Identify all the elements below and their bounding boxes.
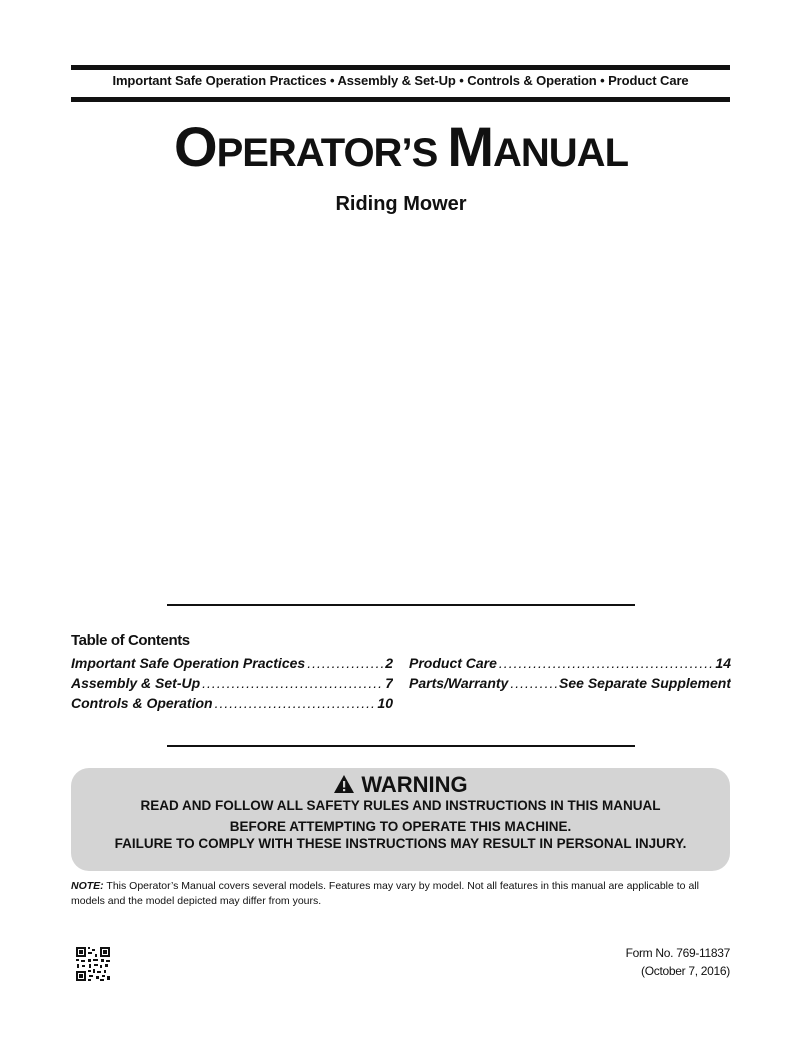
toc-heading: Table of Contents	[71, 632, 190, 649]
section-summary-line: Important Safe Operation Practices • Assembly & Set-Up • Controls & Operation • Product Care	[112, 73, 689, 88]
toc-entry-label: Parts/Warranty	[409, 675, 509, 691]
qr-code-icon	[75, 946, 111, 982]
toc-leader	[202, 675, 383, 691]
warning-title: WARNING	[71, 772, 730, 798]
form-info	[560, 944, 730, 980]
divider-lower	[167, 745, 635, 747]
toc-leader	[499, 655, 714, 671]
form-date: (October 7, 2016)	[641, 964, 730, 978]
toc-leader	[510, 675, 557, 691]
toc-leader	[215, 695, 376, 711]
toc-leader	[307, 655, 383, 671]
toc-entry-page: See Separate Supplement	[559, 675, 731, 691]
warning-box	[71, 768, 730, 871]
toc-column-right	[409, 655, 731, 695]
form-number: Form No. 769-11837	[625, 946, 730, 960]
toc-entry-label: Assembly & Set-Up	[71, 675, 201, 691]
toc-entry[interactable]	[409, 655, 731, 675]
toc-entry[interactable]	[71, 675, 393, 695]
toc-entry[interactable]	[409, 675, 731, 695]
warning-line: FAILURE TO COMPLY WITH THESE INSTRUCTIONS MAY RESULT IN PERSONAL INJURY.	[114, 836, 687, 851]
divider-upper	[167, 604, 635, 606]
note-paragraph	[71, 879, 731, 909]
page-title: OPERATOR’S MANUAL	[174, 115, 628, 178]
warning-triangle-icon	[333, 774, 355, 794]
page-subtitle: Riding Mower	[335, 193, 467, 215]
toc-entry-page: 7	[385, 675, 393, 691]
toc-entry-page: 10	[377, 695, 393, 711]
toc-entry-label: Controls & Operation	[71, 695, 213, 711]
top-rule	[71, 65, 730, 70]
toc-entry-label: Important Safe Operation Practices	[71, 655, 306, 671]
note-text: This Operator’s Manual covers several models. Features may vary by model. Not all features in this manual are applicable to all models and the model depicted may differ from yours.	[71, 880, 699, 907]
toc-entry-page: 2	[385, 655, 393, 671]
note-label: NOTE:	[71, 880, 104, 892]
toc-entry[interactable]	[71, 695, 393, 715]
warning-line: BEFORE ATTEMPTING TO OPERATE THIS MACHINE.	[229, 819, 572, 834]
top-rule-lower	[71, 97, 730, 102]
toc-entry-label: Product Care	[409, 655, 497, 671]
toc-column-left	[71, 655, 393, 715]
toc-entry-page: 14	[715, 655, 731, 671]
toc-entry[interactable]	[71, 655, 393, 675]
warning-line: READ AND FOLLOW ALL SAFETY RULES AND INSTRUCTIONS IN THIS MANUAL	[140, 798, 661, 813]
